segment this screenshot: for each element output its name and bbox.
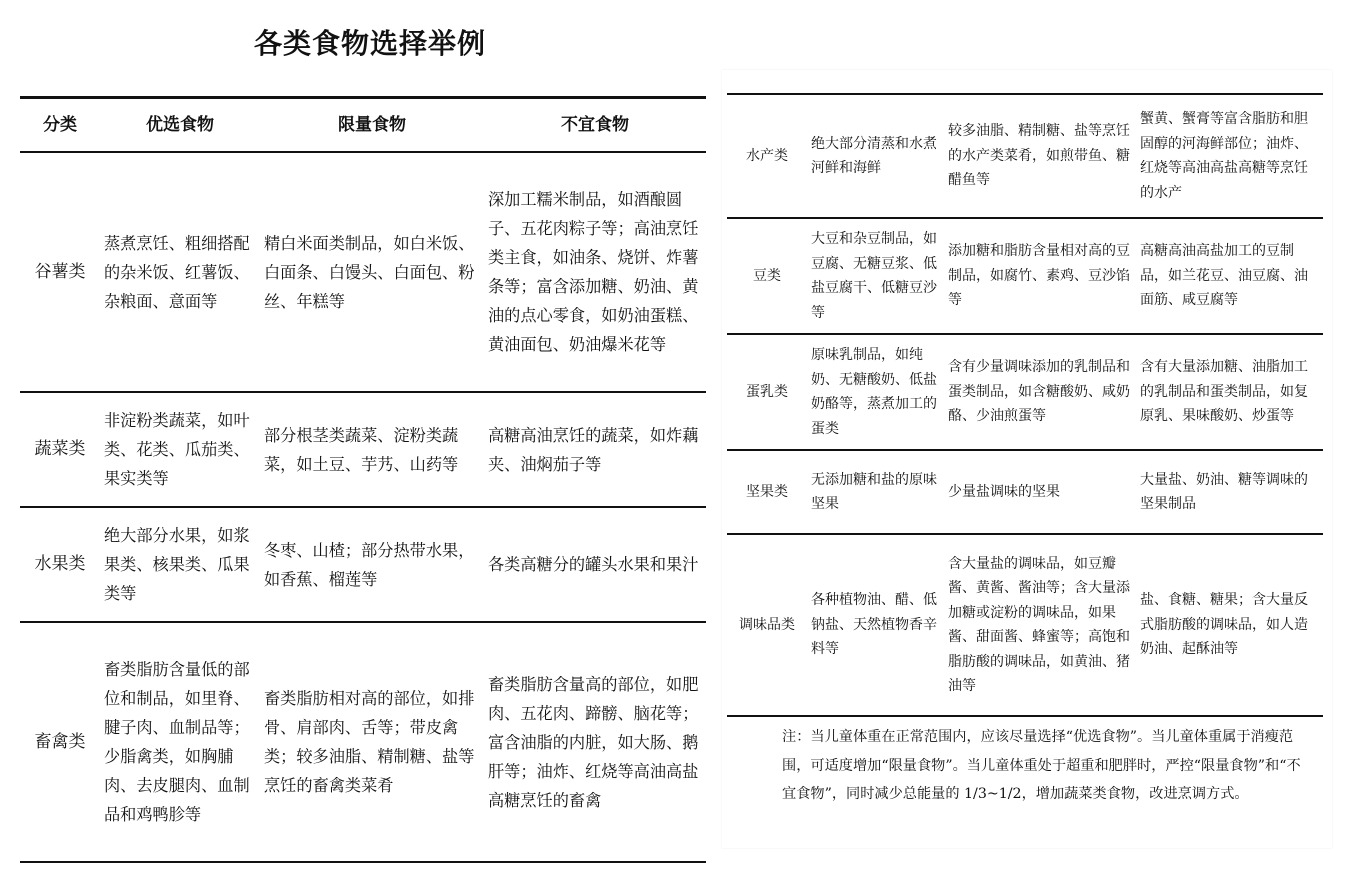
row-category: 蛋乳类 xyxy=(727,334,807,450)
page-title: 各类食物选择举例 xyxy=(253,27,486,60)
row-avoid: 深加工糯米制品，如酒酿圆子、五花肉粽子等；高油烹饪类主食，如油条、烧饼、炸薯条等；富含添加糖、奶油、黄油的点心零食，如奶油蛋糕、黄油面包、奶油爆米花等 xyxy=(484,152,706,392)
table-row xyxy=(20,622,706,862)
table-row xyxy=(727,534,1323,716)
table-row xyxy=(20,392,706,507)
row-category: 谷薯类 xyxy=(20,152,100,392)
row-limited: 添加糖和脂肪含量相对高的豆制品，如腐竹、素鸡、豆沙馅等 xyxy=(944,218,1136,334)
table-row xyxy=(727,94,1323,218)
row-preferred: 无添加糖和盐的原味坚果 xyxy=(807,450,944,534)
row-avoid: 蟹黄、蟹膏等富含脂肪和胆固醇的河海鲜部位；油炸、红烧等高油高盐高糖等烹饪的水产 xyxy=(1136,94,1323,218)
table-row xyxy=(20,152,706,392)
header-limited: 限量食物 xyxy=(260,98,484,153)
table-header-row xyxy=(20,98,706,153)
header-avoid: 不宜食物 xyxy=(484,98,706,153)
header-category: 分类 xyxy=(20,98,100,153)
food-table-right xyxy=(727,93,1323,717)
row-limited: 畜类脂肪相对高的部位，如排骨、肩部肉、舌等；带皮禽类；较多油脂、精制糖、盐等烹饪的畜禽类菜肴 xyxy=(260,622,484,862)
row-preferred: 畜类脂肪含量低的部位和制品，如里脊、腱子肉、血制品等；少脂禽类，如胸脯肉、去皮腿肉、血制品和鸡鸭胗等 xyxy=(100,622,260,862)
row-limited: 少量盐调味的坚果 xyxy=(944,450,1136,534)
table-row xyxy=(727,218,1323,334)
row-avoid: 含有大量添加糖、油脂加工的乳制品和蛋类制品，如复原乳、果味酸奶、炒蛋等 xyxy=(1136,334,1323,450)
row-limited: 较多油脂、精制糖、盐等烹饪的水产类菜肴，如煎带鱼、糖醋鱼等 xyxy=(944,94,1136,218)
row-category: 水产类 xyxy=(727,94,807,218)
food-table-left xyxy=(20,96,706,863)
row-preferred: 蒸煮烹饪、粗细搭配的杂米饭、红薯饭、杂粮面、意面等 xyxy=(100,152,260,392)
row-limited: 含有少量调味添加的乳制品和蛋类制品，如含糖酸奶、咸奶酪、少油煎蛋等 xyxy=(944,334,1136,450)
row-avoid: 盐、食糖、糖果；含大量反式脂肪酸的调味品，如人造奶油、起酥油等 xyxy=(1136,534,1323,716)
row-limited: 含大量盐的调味品，如豆瓣酱、黄酱、酱油等；含大量添加糖或淀粉的调味品，如果酱、甜面酱、蜂蜜等；高饱和脂肪酸的调味品，如黄油、猪油等 xyxy=(944,534,1136,716)
row-preferred: 非淀粉类蔬菜，如叶类、花类、瓜茄类、果实类等 xyxy=(100,392,260,507)
right-page xyxy=(722,70,1332,848)
row-category: 调味品类 xyxy=(727,534,807,716)
row-category: 畜禽类 xyxy=(20,622,100,862)
table-row xyxy=(727,450,1323,534)
footnote: 注：当儿童体重在正常范围内，应该尽量选择“优选食物”。当儿童体重属于消瘦范围，可适度增加“限量食物”。当儿童体重处于超重和肥胖时，严控“限量食物”和“不宜食物”，同时减少总能量的 1/3~1/2，增加蔬菜类食物，改进烹调方式。 xyxy=(782,729,1301,802)
table-row xyxy=(20,507,706,622)
row-preferred: 绝大部分清蒸和水煮河鲜和海鲜 xyxy=(807,94,944,218)
row-avoid: 畜类脂肪含量高的部位，如肥肉、五花肉、蹄髈、脑花等；富含油脂的内脏，如大肠、鹅肝等；油炸、红烧等高油高盐高糖烹饪的畜禽 xyxy=(484,622,706,862)
row-avoid: 各类高糖分的罐头水果和果汁 xyxy=(484,507,706,622)
row-preferred: 绝大部分水果，如浆果类、核果类、瓜果类等 xyxy=(100,507,260,622)
row-category: 蔬菜类 xyxy=(20,392,100,507)
row-avoid: 高糖高油高盐加工的豆制品，如兰花豆、油豆腐、油面筋、咸豆腐等 xyxy=(1136,218,1323,334)
row-category: 水果类 xyxy=(20,507,100,622)
row-avoid: 高糖高油烹饪的蔬菜，如炸藕夹、油焖茄子等 xyxy=(484,392,706,507)
row-preferred: 各种植物油、醋、低钠盐、天然植物香辛料等 xyxy=(807,534,944,716)
row-limited: 冬枣、山楂；部分热带水果，如香蕉、榴莲等 xyxy=(260,507,484,622)
row-preferred: 原味乳制品，如纯奶、无糖酸奶、低盐奶酪等，蒸煮加工的蛋类 xyxy=(807,334,944,450)
row-limited: 部分根茎类蔬菜、淀粉类蔬菜，如土豆、芋艿、山药等 xyxy=(260,392,484,507)
row-preferred: 大豆和杂豆制品，如豆腐、无糖豆浆、低盐豆腐干、低糖豆沙等 xyxy=(807,218,944,334)
row-category: 豆类 xyxy=(727,218,807,334)
row-avoid: 大量盐、奶油、糖等调味的坚果制品 xyxy=(1136,450,1323,534)
header-preferred: 优选食物 xyxy=(100,98,260,153)
table-row xyxy=(727,334,1323,450)
row-category: 坚果类 xyxy=(727,450,807,534)
row-limited: 精白米面类制品，如白米饭、白面条、白馒头、白面包、粉丝、年糕等 xyxy=(260,152,484,392)
